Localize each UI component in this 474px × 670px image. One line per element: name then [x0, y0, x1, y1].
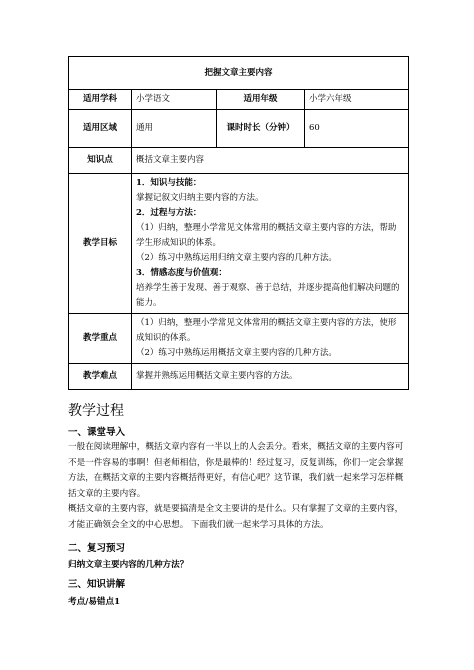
- goals-label: 教学目标: [69, 174, 132, 314]
- grade-value: 小学六年级: [305, 90, 409, 110]
- goal-3-text: 培养学生善于发现、善于观察、善于总结，并逐步提高他们解决问题的能力。: [136, 283, 400, 308]
- grade-label: 适用年级: [217, 90, 305, 110]
- goal-2-line-2: （2）练习中熟练运用归纳文章主要内容的几种方法。: [136, 253, 337, 263]
- key-points-label: 教学重点: [69, 314, 132, 364]
- difficulty-label: 教学难点: [69, 364, 132, 390]
- lesson-plan-table: [68, 56, 409, 390]
- subject-label: 适用学科: [69, 90, 132, 110]
- key-point-heading: 考点/易错点1: [68, 597, 121, 607]
- region-value: 通用: [132, 110, 217, 148]
- goal-2-title: 2．过程与方法：: [136, 208, 202, 218]
- region-label: 适用区域: [69, 110, 132, 148]
- section-3-heading: 三、知识讲解: [68, 579, 126, 590]
- goals-content: [132, 174, 409, 314]
- intro-text: [68, 440, 408, 534]
- section-2-heading: 二、复习预习: [68, 543, 126, 554]
- key-point-2: （2）练习中熟练运用概括文章主要内容的几种方法。: [136, 348, 337, 358]
- goal-1-title: 1．知识与技能：: [136, 178, 202, 188]
- duration-label: 课时时长（分钟）: [217, 110, 305, 148]
- duration-value: 60: [305, 110, 409, 148]
- intro-paragraph-1: 一般在阅读理解中，概括文章内容有一半以上的人会丢分。看来，概括文章的主要内容可不是一件容易的事啊！但老师相信，你是最棒的！经过复习，反复训练，你们一定会掌握方法，在概括文章的主要内容概括得更好，有信心吧？这节课，我们就一起来学习怎样概括文章的主要内容。: [68, 442, 404, 499]
- key-point-1: （1）归纳，整理小学常见文体常用的概括文章主要内容的方法，使形成知识的体系。: [136, 318, 397, 343]
- goal-3-title: 3．情感态度与价值观：: [136, 268, 227, 278]
- lesson-title: 把握文章主要内容: [69, 57, 409, 90]
- subject-value: 小学语文: [132, 90, 217, 110]
- knowledge-label: 知识点: [69, 148, 132, 174]
- difficulty-value: 掌握并熟练运用概括文章主要内容的方法。: [132, 364, 409, 390]
- process-heading: 教学过程: [68, 403, 124, 419]
- goal-1-text: 掌握记叙文归纳主要内容的方法。: [136, 193, 264, 203]
- knowledge-value: 概括文章主要内容: [132, 148, 409, 174]
- review-question: 归纳文章主要内容的几种方法？: [68, 560, 189, 570]
- intro-paragraph-2: 概括文章的主要内容，就是要搞清是全文主要讲的是什么。只有掌握了文章的主要内容，才能正确领会全文的中心思想。 下面我们就一起来学习具体的方法。: [68, 504, 404, 530]
- section-1-heading: 一、课堂导入: [68, 427, 126, 438]
- goal-2-line-1: （1）归纳，整理小学常见文体常用的概括文章主要内容的方法，帮助学生形成知识的体系。: [136, 223, 397, 248]
- key-points-content: [132, 314, 409, 364]
